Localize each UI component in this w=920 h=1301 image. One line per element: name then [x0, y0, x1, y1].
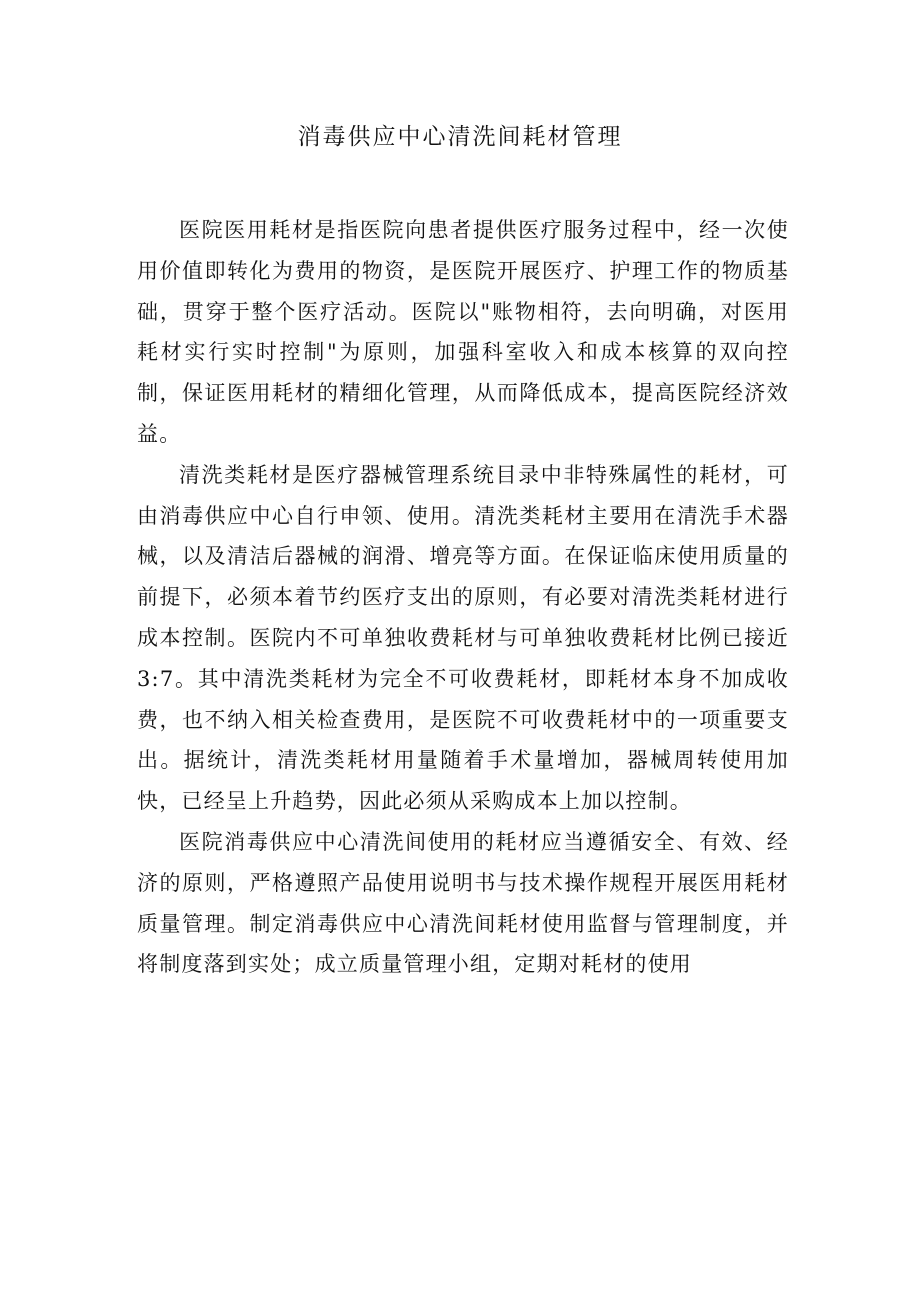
document-title: 消毒供应中心清洗间耗材管理 [297, 124, 623, 150]
paragraph-1: 医院医用耗材是指医院向患者提供医疗服务过程中，经一次使用价值即转化为费用的物资，是医院开展医疗、护理工作的物质基础，贯穿于整个医疗活动。医院以"账物相符，去向明确，对医用耗材实行实时控制"为原则，加强科室收入和成本核算的双向控制，保证医用耗材的精细化管理，从而降低成本，提高医院经济效益。 [137, 218, 789, 446]
paragraph-3: 医院消毒供应中心清洗间使用的耗材应当遵循安全、有效、经济的原则，严格遵照产品使用说明书与技术操作规程开展医用耗材质量管理。制定消毒供应中心清洗间耗材使用监督与管理制度，并将制度落到实处；成立质量管理小组，定期对耗材的使用 [137, 829, 789, 977]
document-body [137, 210, 789, 985]
paragraph-2: 清洗类耗材是医疗器械管理系统目录中非特殊属性的耗材，可由消毒供应中心自行申领、使用。清洗类耗材主要用在清洗手术器械，以及清洁后器械的润滑、增亮等方面。在保证临床使用质量的前提下，必须本着节约医疗支出的原则，有必要对清洗类耗材进行成本控制。医院内不可单独收费耗材与可单独收费耗材比例已接近3:7。其中清洗类耗材为完全不可收费耗材，即耗材本身不加成收费，也不纳入相关检查费用，是医院不可收费耗材中的一项重要支出。据统计，清洗类耗材用量随着手术量增加，器械周转使用加快，已经呈上升趋势，因此必须从采购成本上加以控制。 [137, 462, 789, 814]
